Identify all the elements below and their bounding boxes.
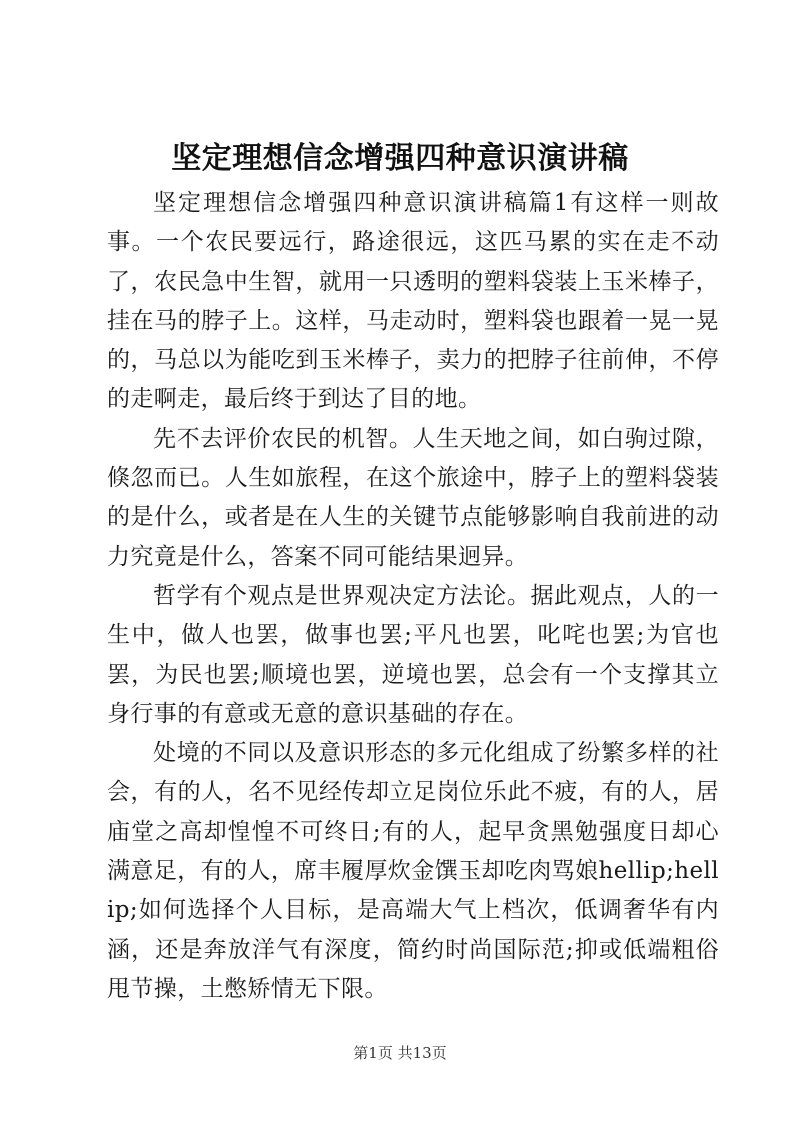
document-body — [107, 184, 719, 1009]
paragraph: 哲学有个观点是世界观决定方法论。据此观点，人的一生中，做人也罢，做事也罢;平凡也罢，叱咤也罢;为官也罢，为民也罢;顺境也罢，逆境也罢，总会有一个支撑其立身行事的有意或无意的意识基础的存在。 — [107, 582, 719, 727]
page-number-footer: 第1页 共13页 — [353, 1044, 447, 1062]
document-title: 坚定理想信念增强四种意识演讲稿 — [171, 141, 629, 176]
paragraph: 先不去评价农民的机智。人生天地之间，如白驹过隙，倏忽而已。人生如旅程，在这个旅途中，脖子上的塑料袋装的是什么，或者是在人生的关键节点能够影响自我前进的动力究竟是什么，答案不同可能结果迥异。 — [107, 425, 719, 570]
paragraph: 处境的不同以及意识形态的多元化组成了纷繁多样的社会，有的人，名不见经传却立足岗位乐此不疲，有的人，居庙堂之高却惶惶不可终日;有的人，起早贪黑勉强度日却心满意足，有的人，席丰履厚炊金馔玉却吃肉骂娘hellip;hellip;如何选择个人目标，是高端大气上档次，低调奢华有内涵，还是奔放洋气有深度，简约时尚国际范;抑或低端粗俗甩节操，土憋矫情无下限。 — [107, 740, 719, 1002]
paragraph: 坚定理想信念增强四种意识演讲稿篇1有这样一则故事。一个农民要远行，路途很远，这匹马累的实在走不动了，农民急中生智，就用一只透明的塑料袋装上玉米棒子，挂在马的脖子上。这样，马走动时，塑料袋也跟着一晃一晃的，马总以为能吃到玉米棒子，卖力的把脖子往前伸，不停的走啊走，最后终于到达了目的地。 — [107, 190, 719, 413]
